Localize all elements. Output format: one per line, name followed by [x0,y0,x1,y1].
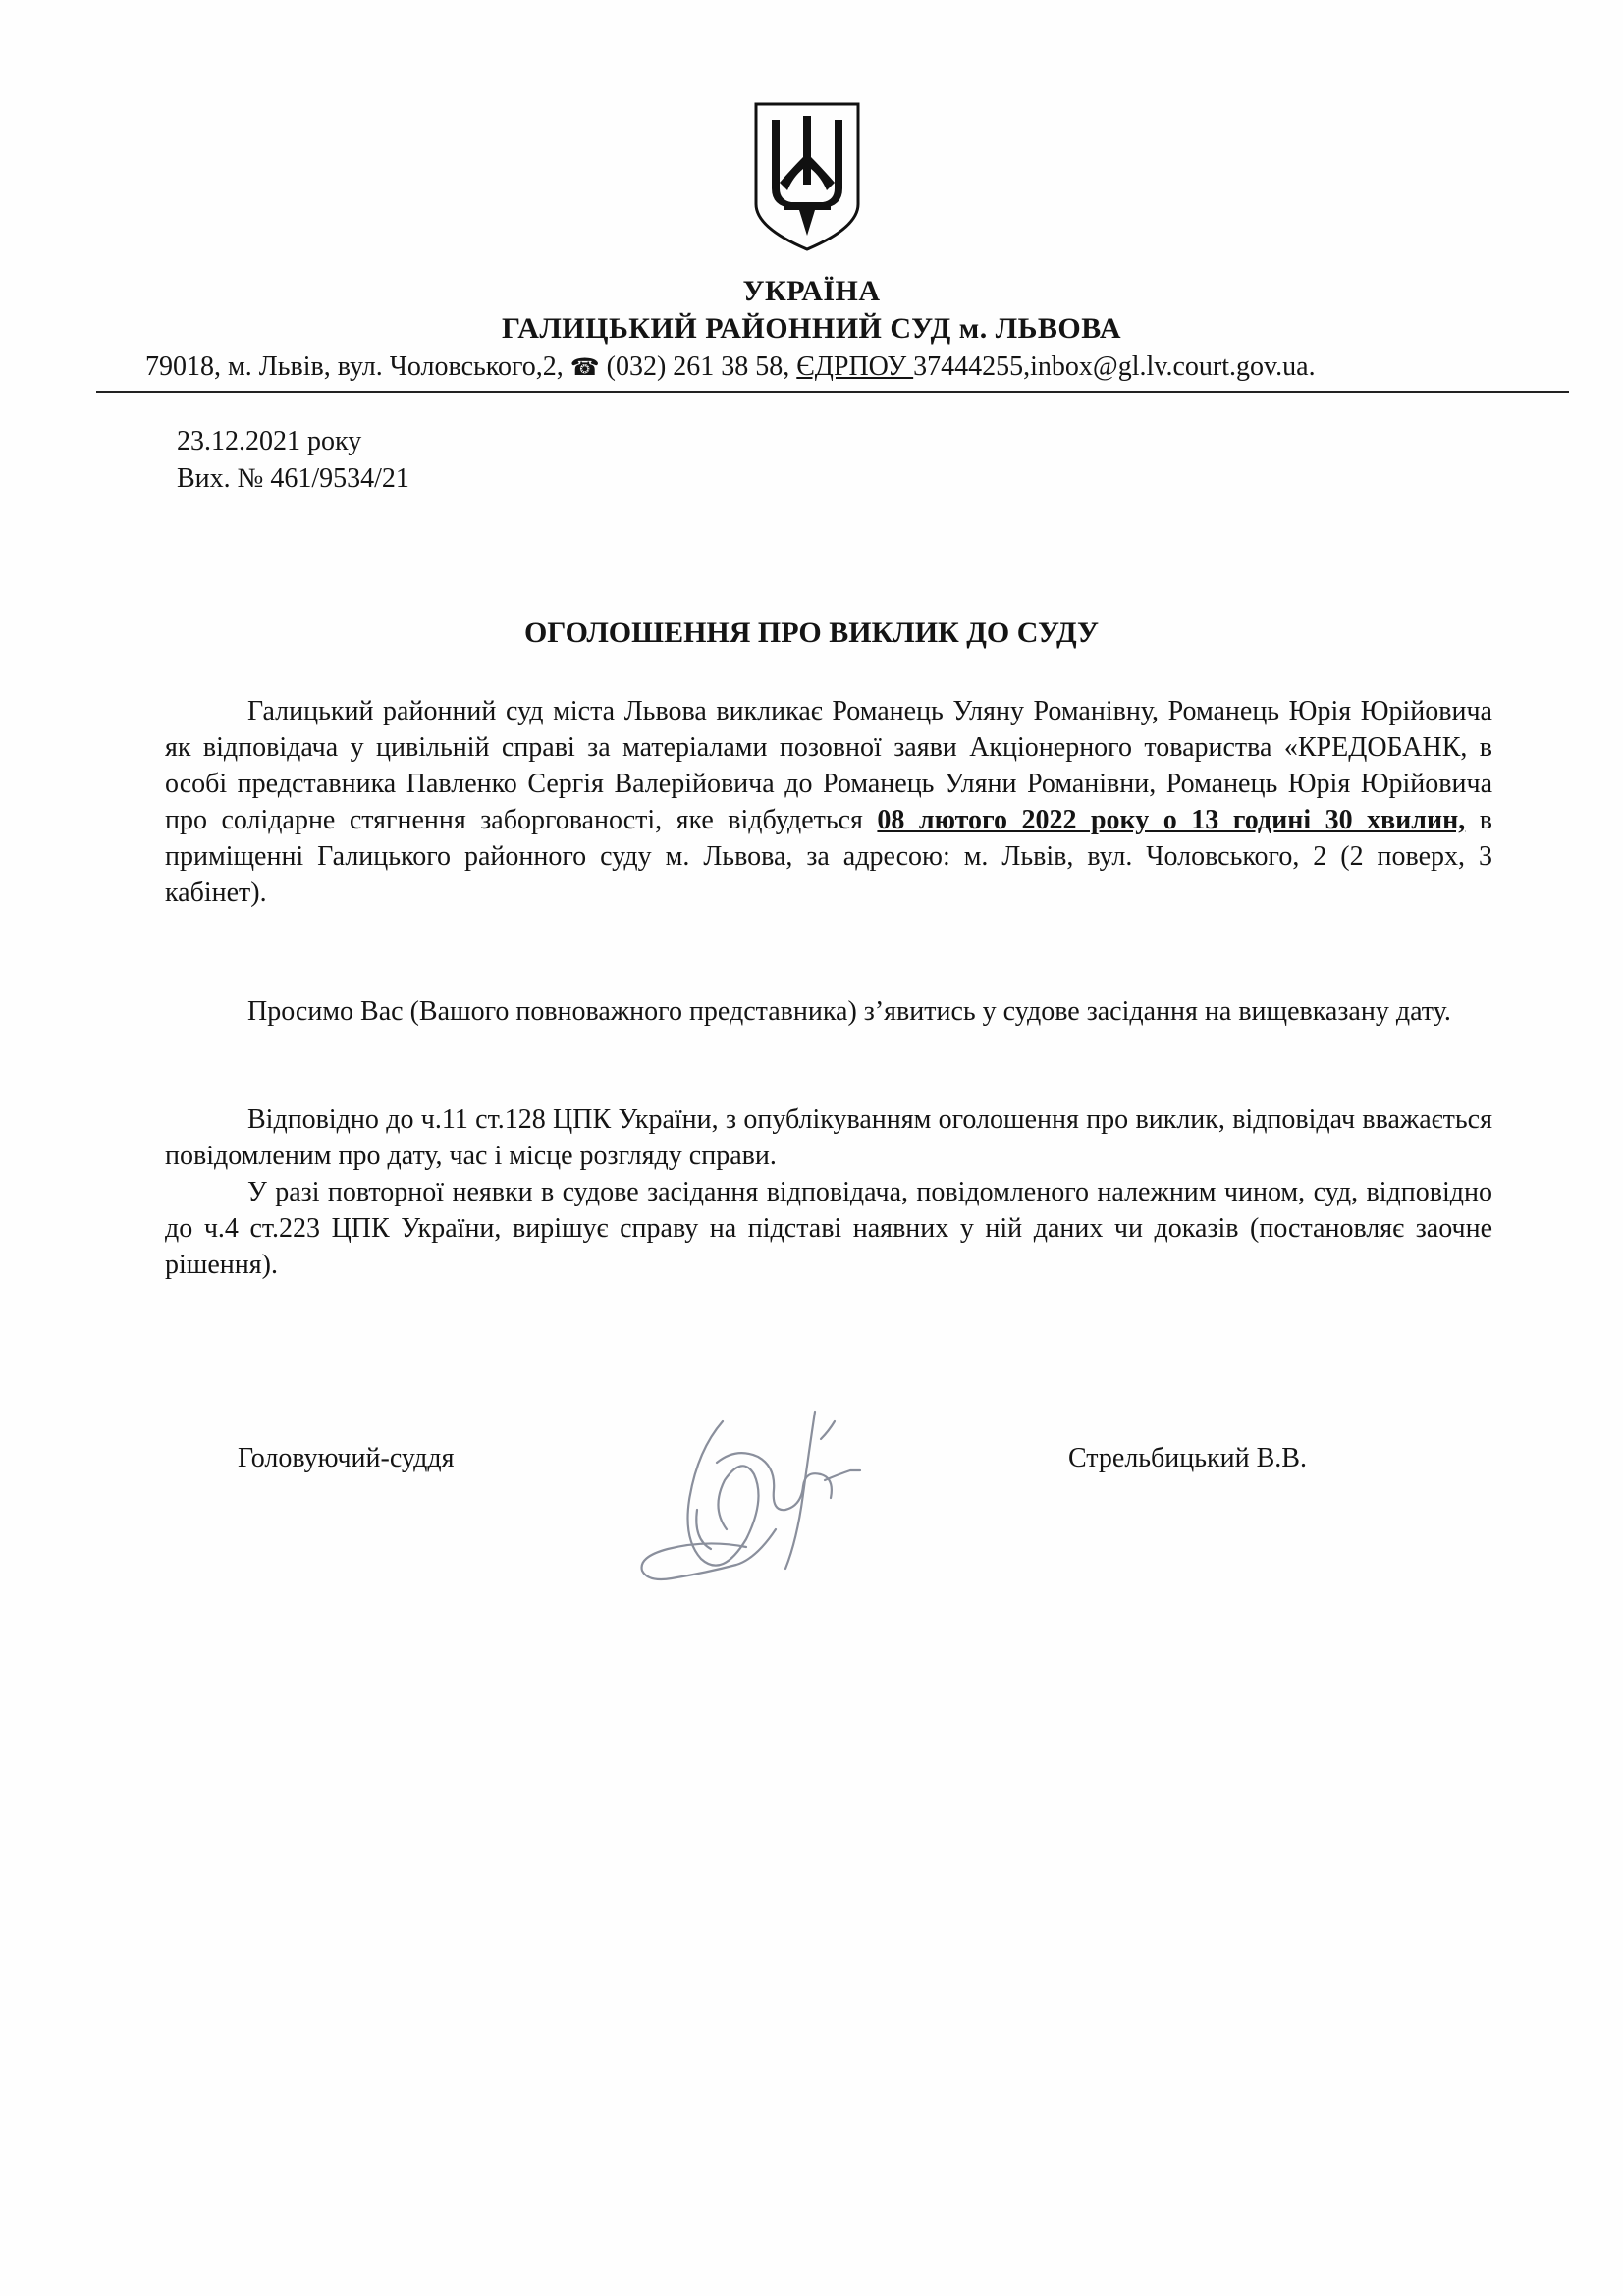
phone-icon: ☎ [569,355,600,381]
document-date: 23.12.2021 року [177,426,362,456]
header-court-name: ГАЛИЦЬКИЙ РАЙОННИЙ СУД м. ЛЬВОВА [501,312,1122,345]
paragraph-notice-legal: Відповідно до ч.11 ст.128 ЦПК України, з опублікуванням оголошення про виклик, відповідач вважається повідомленим про дату, час і місце розгляду справи. [165,1104,1492,1171]
hearing-datetime: 08 лютого 2022 року о 13 годині 30 хвилин, [877,805,1466,835]
address-separator: , [783,351,797,382]
handwritten-signature-icon [628,1392,864,1618]
court-address [145,351,1549,383]
trident-emblem-icon [748,98,866,253]
address-phone: (032) 261 38 58 [599,351,784,382]
signatory-role: Головуючий-суддя [238,1443,455,1473]
paragraph-request: Просимо Вас (Вашого повноважного представника) з’явитись у судове засідання на вищевказану дату. [247,996,1451,1027]
paragraph-default-judgment: У разі повторної неявки в судове засідання відповідача, повідомленого належним чином, суд, відповідно до ч.4 ст.223 ЦПК України, вирішує справу на підставі наявних у ній даних чи доказів (постановляє заочне рішення). [165,1177,1492,1280]
address-edrpou-label: ЄДРПОУ [796,351,914,382]
summons-text-before: Галицький районний суд міста Львова викликає Романець Уляну Романівну, Романець Юрія Юрійовича як відповідача у цивільній справі за матеріалами позовної заяви Акціонерного товариства «КРЕДОБАНК, в особі представника Павленко Сергія Валерійовича до Романець Уляни Романівни, Романець Юрія Юрійовича про солідарне стягнення заборгованості, яке відбудеться [165,696,1492,835]
paragraph-summons [165,693,1492,911]
document-title: ОГОЛОШЕННЯ ПРО ВИКЛИК ДО СУДУ [523,616,1100,649]
header-country: УКРАЇНА [742,275,881,307]
header-divider [96,391,1569,393]
outgoing-number: Вих. № 461/9534/21 [177,463,409,494]
summons-text-after: в приміщенні Галицького районного суду м. Львова, за адресою: м. Львів, вул. Чоловського, 2 (2 поверх, 3 кабінет). [165,805,1492,908]
address-edrpou-email: 37444255,inbox@gl.lv.court.gov.ua. [913,351,1316,382]
signatory-name: Стрельбицький В.В. [1068,1443,1307,1473]
address-street: 79018, м. Львів, вул. Чоловського,2, [145,351,570,382]
